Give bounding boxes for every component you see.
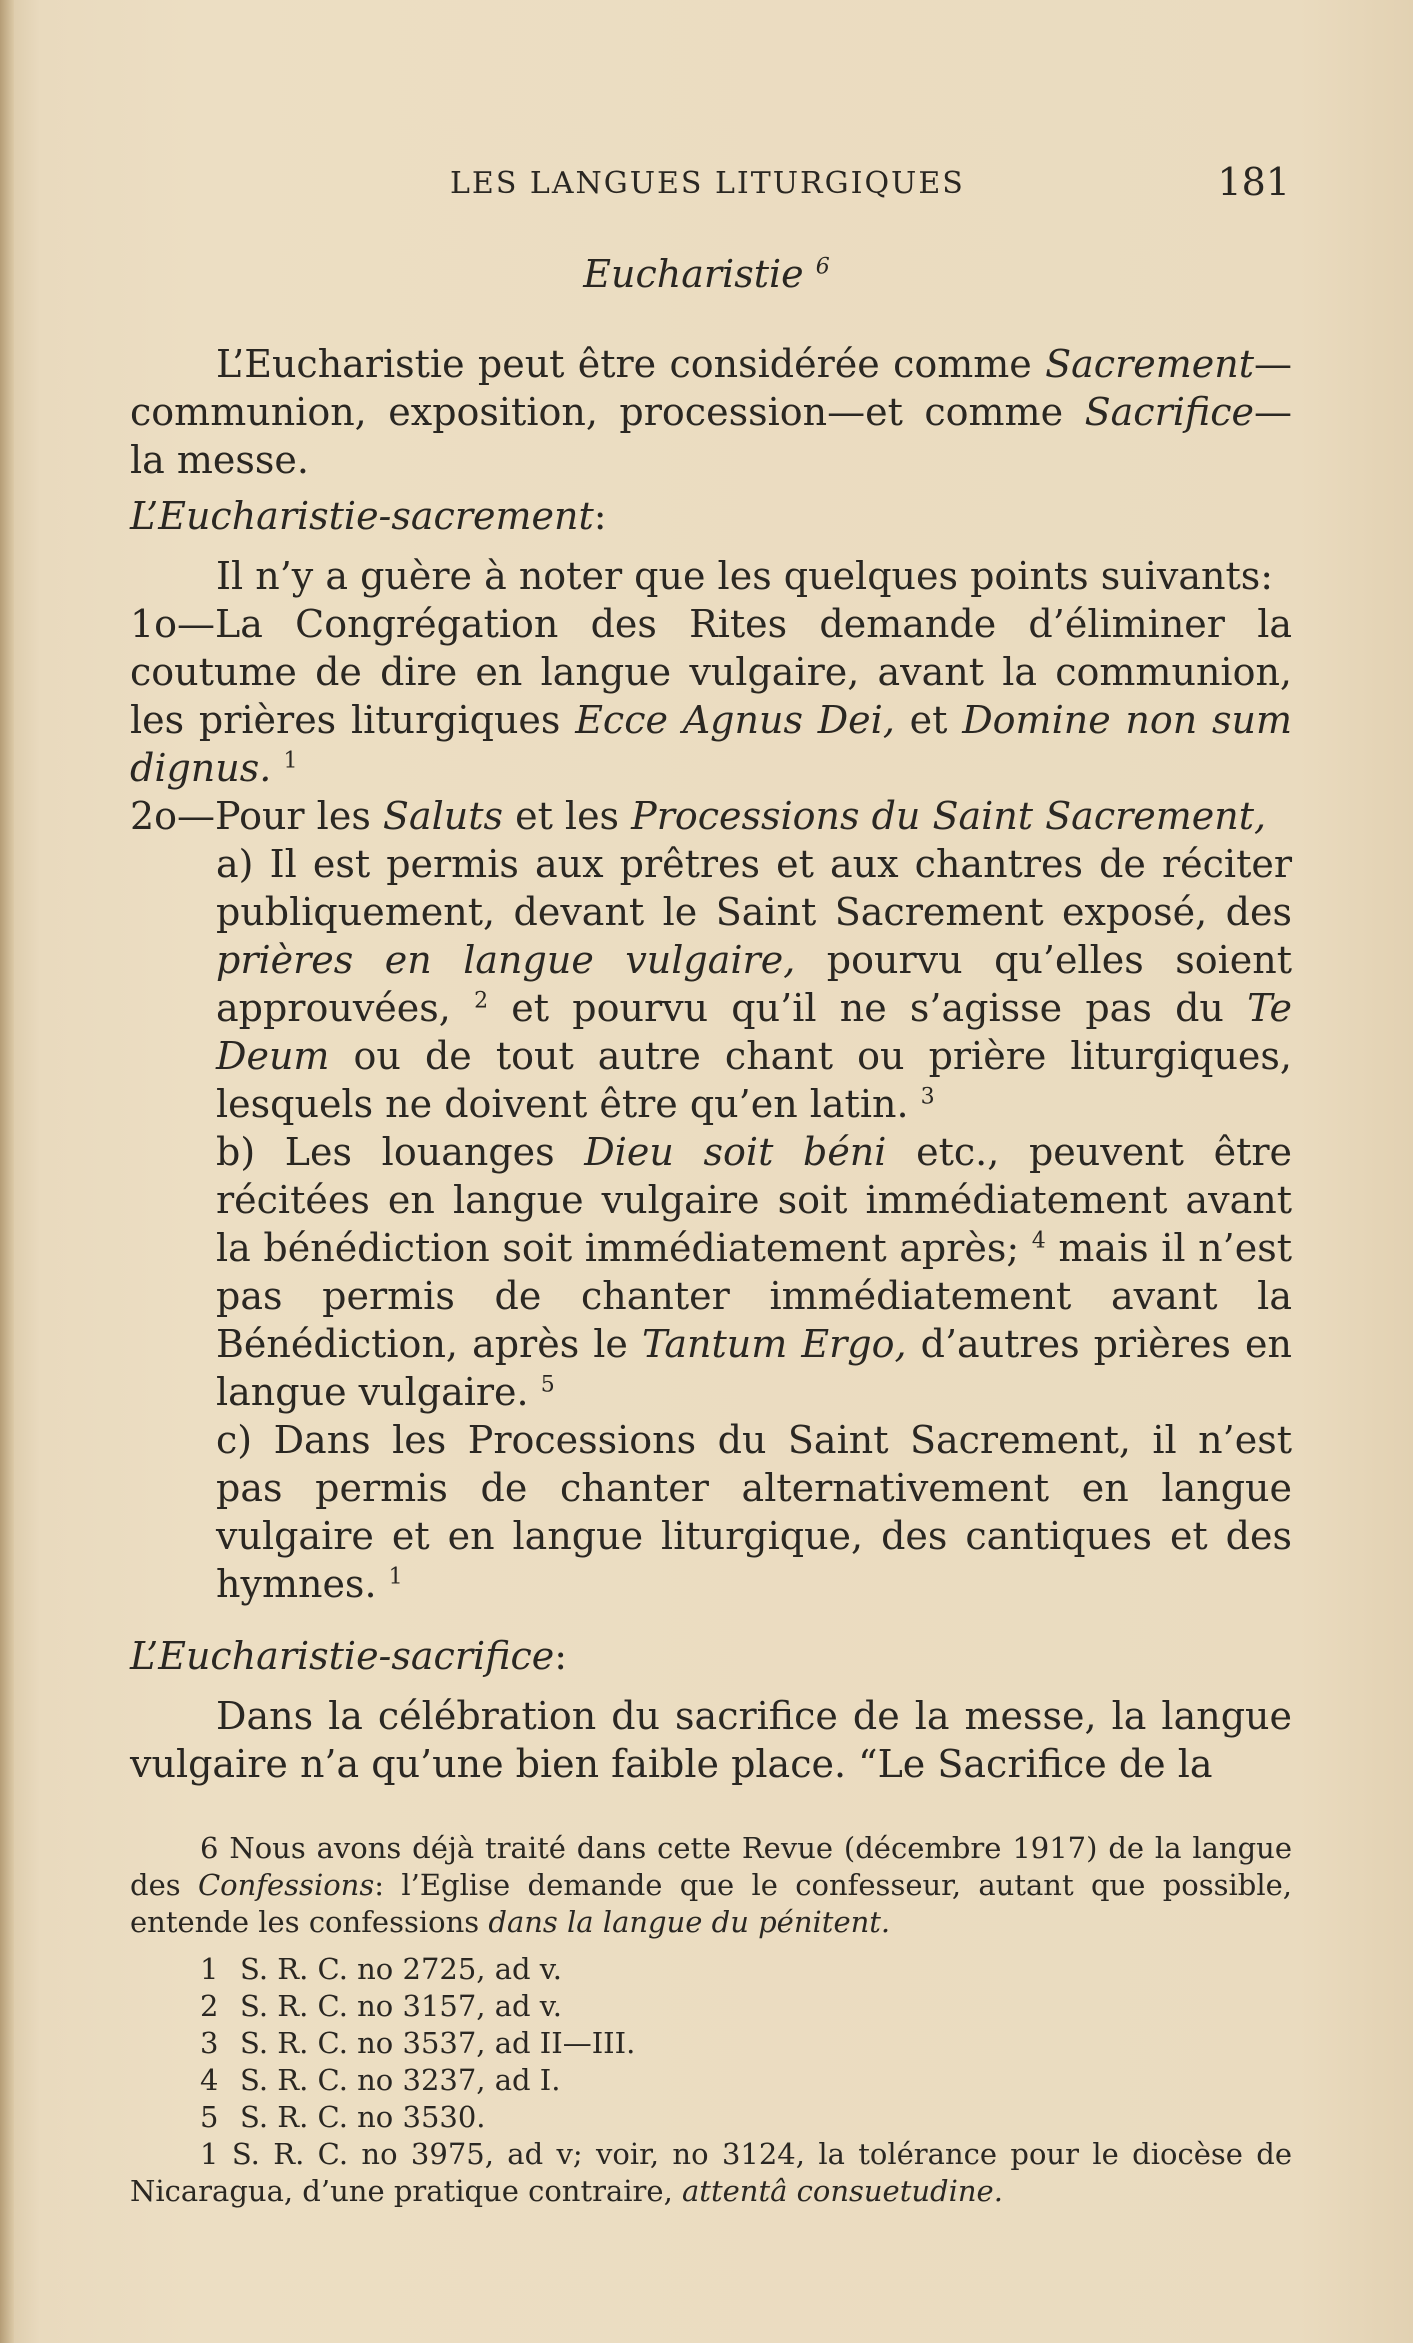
point-2-text: 2o—Pour les xyxy=(130,794,383,838)
intro-sacrifice: Sacrifice xyxy=(1084,390,1254,434)
footnote-ref-number: 2 xyxy=(200,1989,219,2023)
footnote-ref-text: S. R. C. no 3237, ad I. xyxy=(240,2063,561,2097)
point-a-te-deum: Te Deum xyxy=(216,986,1292,1078)
footnotes xyxy=(130,1830,1292,2210)
footnote-ref-number: 5 xyxy=(200,2100,219,2134)
point-c-note: 1 xyxy=(388,1564,403,1590)
point-2-et: et les xyxy=(503,794,632,838)
point-b-text-3: mais il n’est pas permis de chanter immédiatement avant la Bénédiction, après le xyxy=(216,1226,1292,1366)
page-number: 181 xyxy=(1217,160,1290,204)
subheading-sacrifice xyxy=(130,1632,1292,1680)
point-b-note-2: 5 xyxy=(540,1372,555,1398)
subheading-sacrifice-colon: : xyxy=(554,1634,568,1678)
section-title-text: Eucharistie xyxy=(583,252,804,296)
main-text xyxy=(130,340,1292,1788)
point-b-text-4: d’autres prières en langue vulgaire. xyxy=(216,1322,1292,1414)
intro-sacrement: Sacrement xyxy=(1045,342,1254,386)
point-b-text-2: etc., peuvent être récitées en langue vulgaire soit immédiatement avant la bénédiction soit immédiatement après; xyxy=(216,1130,1293,1270)
point-a-text-1: a) Il est permis aux prêtres et aux chantres de réciter publiquement, devant le Saint Sacrement exposé, des xyxy=(216,842,1292,934)
footnote-ref xyxy=(130,2025,1292,2062)
footnote-last-number: 1 xyxy=(200,2137,219,2171)
point-a-text-3: et pourvu qu’il ne s’agisse pas du xyxy=(488,986,1248,1030)
point-c xyxy=(130,1416,1292,1608)
section-title-note: 6 xyxy=(815,254,830,280)
footnote-ref xyxy=(130,1988,1292,2025)
point-2-processions: Processions du Saint Sacrement, xyxy=(631,794,1267,838)
footnote-ref-text: S. R. C. no 2725, ad v. xyxy=(240,1952,562,1986)
footnote-6-confessions: Confessions xyxy=(197,1868,375,1902)
subheading-sacrement-text: L’Eucharistie-sacrement xyxy=(130,494,594,538)
sacrifice-paragraph: Dans la célébration du sacrifice de la messe, la langue vulgaire n’a qu’une bien faible place. “Le Sacrifice de la xyxy=(130,1694,1292,1786)
point-a-note-2: 3 xyxy=(920,1084,935,1110)
point-b-tantum-ergo: Tantum Ergo, xyxy=(641,1322,907,1366)
footnote-ref xyxy=(130,1951,1292,1988)
point-1-domine: Domine non sum dignus. xyxy=(130,698,1293,790)
point-a-note-1: 2 xyxy=(474,988,489,1014)
footnote-last-text: S. R. C. no 3975, ad v; voir, no 3124, la tolérance pour le diocèse de Nicaragua, d’une pratique contraire, xyxy=(130,2137,1292,2208)
footnote-ref xyxy=(130,2099,1292,2136)
footnote-ref-text: S. R. C. no 3157, ad v. xyxy=(240,1989,562,2023)
footnote-last xyxy=(130,2136,1292,2210)
point-1-et: et xyxy=(894,698,963,742)
point-b-text-1: b) Les louanges xyxy=(216,1130,585,1174)
point-2 xyxy=(130,792,1292,840)
point-a-text-2: pourvu qu’elles soient approuvées, xyxy=(216,938,1292,1030)
lead-paragraph: Il n’y a guère à noter que les quelques points suivants: xyxy=(216,554,1274,598)
point-1-note: 1 xyxy=(283,748,298,774)
footnote-ref-number: 1 xyxy=(200,1952,219,1986)
subheading-sacrement-colon: : xyxy=(593,494,607,538)
intro-paragraph xyxy=(130,340,1292,484)
footnote-ref-text: S. R. C. no 3537, ad II—III. xyxy=(240,2026,636,2060)
footnote-ref-number: 4 xyxy=(200,2063,219,2097)
intro-text-a: L’Eucharistie peut être considérée comme xyxy=(216,342,1046,386)
point-c-text: c) Dans les Processions du Saint Sacrement, il n’est pas permis de chanter alternativement en langue vulgaire et en langue liturgique, des cantiques et des hymnes. xyxy=(216,1418,1292,1606)
page-header xyxy=(450,160,1290,210)
point-b xyxy=(130,1128,1292,1416)
point-b-dieu-soit-beni: Dieu soit béni xyxy=(584,1130,887,1174)
running-title: LES LANGUES LITURGIQUES xyxy=(450,166,965,201)
footnote-6-number: 6 xyxy=(200,1831,219,1865)
footnote-ref-number: 3 xyxy=(200,2026,219,2060)
point-1-ecce: Ecce Agnus Dei, xyxy=(575,698,895,742)
point-1-text: 1o—La Congrégation des Rites demande d’éliminer la coutume de dire en langue vulgaire, avant la communion, les prières liturgiques xyxy=(130,602,1292,742)
footnote-last-attenta: attentâ consuetudine. xyxy=(682,2174,1003,2208)
point-a-prieres: prières en langue vulgaire, xyxy=(216,938,796,982)
section-title xyxy=(0,252,1413,296)
point-1 xyxy=(130,600,1292,792)
footnote-ref xyxy=(130,2062,1292,2099)
point-2-saluts: Saluts xyxy=(382,794,503,838)
footnote-ref-text: S. R. C. no 3530. xyxy=(240,2100,486,2134)
footnote-6-text-1: Nous avons déjà traité dans cette Revue (décembre 1917) de la langue des xyxy=(130,1831,1292,1902)
intro-text-c: — communion, exposition, procession—et comme xyxy=(130,342,1292,434)
footnote-6-text-2: : l’Eglise demande que le confesseur, autant que possible, entende les confessions xyxy=(130,1868,1293,1939)
binding-gutter xyxy=(0,0,14,2343)
subheading-sacrifice-text: L’Eucharistie-sacrifice xyxy=(130,1634,555,1678)
footnote-6 xyxy=(130,1830,1292,1941)
point-b-note-1: 4 xyxy=(1031,1228,1046,1254)
point-a-text-4: ou de tout autre chant ou prière liturgiques, lesquels ne doivent être qu’en latin. xyxy=(216,1034,1292,1126)
intro-text-e: — la messe. xyxy=(130,390,1292,482)
footnote-6-penitent: dans la langue du pénitent. xyxy=(488,1905,891,1939)
subheading-sacrement xyxy=(130,492,1292,540)
footnote-refs xyxy=(130,1951,1292,2136)
point-a xyxy=(130,840,1292,1128)
